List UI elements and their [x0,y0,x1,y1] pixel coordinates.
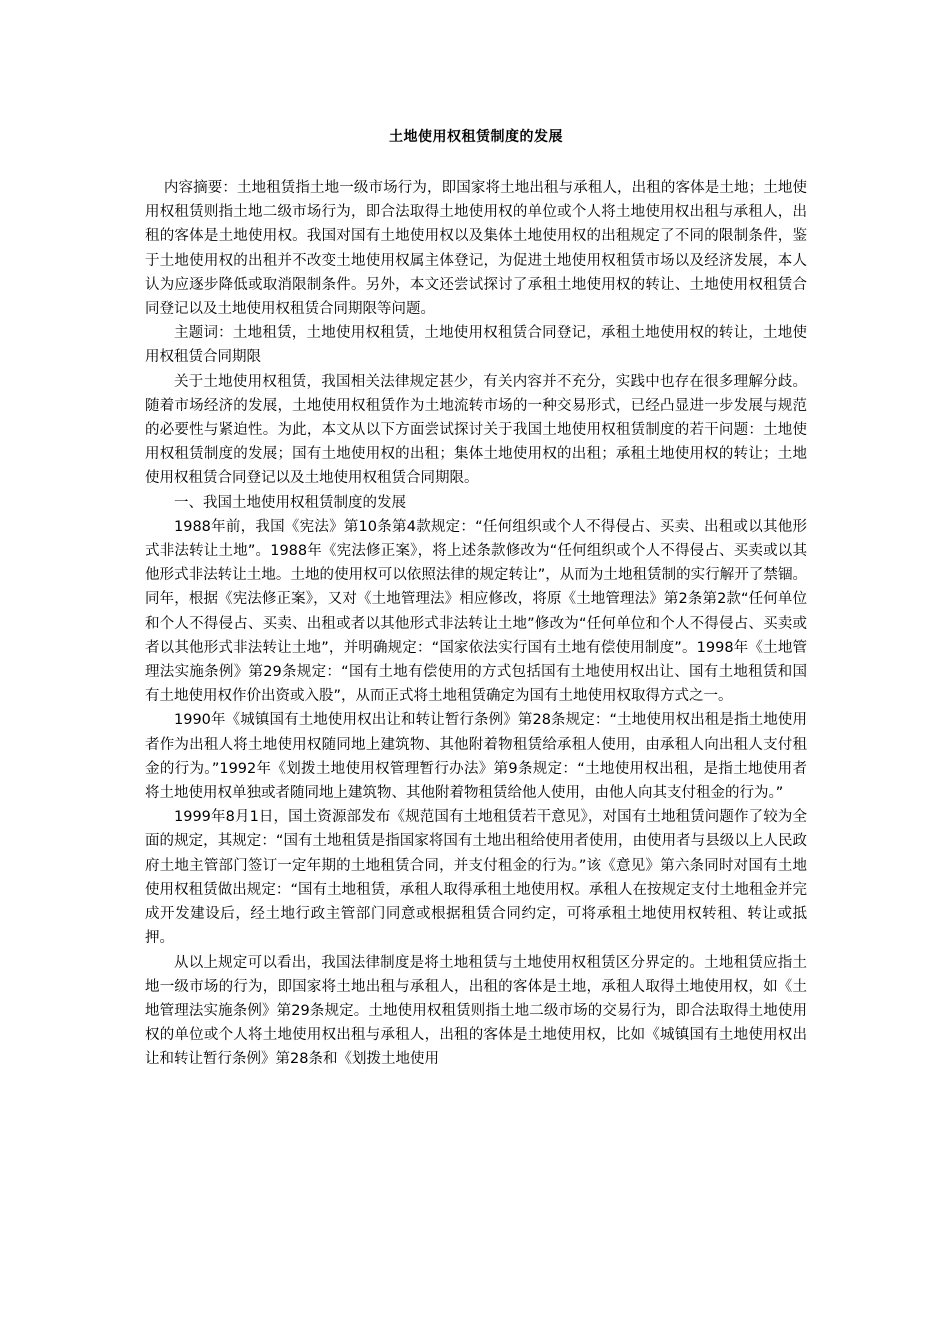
intro-paragraph: 关于土地使用权租赁，我国相关法律规定甚少，有关内容并不充分，实践中也存在很多理解分歧。随着市场经济的发展，土地使用权租赁作为土地流转市场的一种交易形式，已经凸显进一步发展与规范的必要性与紧迫性。为此，本文从以下方面尝试探讨关于我国土地使用权租赁制度的若干问题：土地使用权租赁制度的发展；国有土地使用权的出租；集体土地使用权的出租；承租土地使用权的转让；土地使用权租赁合同登记以及土地使用权租赁合同期限。 [145,373,807,487]
document-page [145,128,807,1072]
abstract-paragraph: 内容摘要：土地租赁指土地一级市场行为，即国家将土地出租与承租人，出租的客体是土地；土地使用权租赁则指土地二级市场行为，即合法取得土地使用权的单位或个人将土地使用权出租与承租人，出租的客体是土地使用权。我国对国有土地使用权以及集体土地使用权的出租规定了不同的限制条件，鉴于土地使用权的出租并不改变土地使用权属主体登记，为促进土地使用权租赁市场以及经济发展，本人认为应逐步降低或取消限制条件。另外，本文还尝试探讨了承租土地使用权的转让、土地使用权租赁合同登记以及土地使用权租赁合同期限等问题。 [145,180,807,318]
body-paragraph: 从以上规定可以看出，我国法律制度是将土地租赁与土地使用权租赁区分界定的。土地租赁应指土地一级市场的行为，即国家将土地出租与承租人，出租的客体是土地，承租人取得土地使用权，如《土地管理法实施条例》第29条规定。土地使用权租赁则指土地二级市场的交易行为，即合法取得土地使用权的单位或个人将土地使用权出租与承租人，出租的客体是土地使用权，比如《城镇国有土地使用权出让和转让暂行条例》第28条和《划拨土地使用 [145,954,807,1068]
body-paragraph: 1988年前，我国《宪法》第10条第4款规定：“任何组织或个人不得侵占、买卖、出租或以其他形式非法转让土地”。1988年《宪法修正案》，将上述条款修改为“任何组织或个人不得侵占、买卖或以其他形式非法转让土地。土地的使用权可以依照法律的规定转让”，从而为土地租赁制的实行解开了禁锢。同年，根据《宪法修正案》，又对《土地管理法》相应修改，将原《土地管理法》第2条第2款“任何单位和个人不得侵占、买卖、出租或者以其他形式非法转让土地”修改为“任何单位和个人不得侵占、买卖或者以其他形式非法转让土地”，并明确规定：“国家依法实行国有土地有偿使用制度”。1998年《土地管理法实施条例》第29条规定：“国有土地有偿使用的方式包括国有土地使用权出让、国有土地租赁和国有土地使用权作价出资或入股”，从而正式将土地租赁确定为国有土地使用权取得方式之一。 [145,518,807,705]
section-heading: 一、我国土地使用权租赁制度的发展 [174,494,406,511]
keywords-paragraph: 主题词：土地租赁，土地使用权租赁，土地使用权租赁合同登记，承租土地使用权的转让，土地使用权租赁合同期限 [145,325,807,366]
body-paragraph: 1999年8月1日，国土资源部发布《规范国有土地租赁若干意见》，对国有土地租赁问题作了较为全面的规定，其规定：“国有土地租赁是指国家将国有土地出租给使用者使用，由使用者与县级以上人民政府土地主管部门签订一定年期的土地租赁合同，并支付租金的行为。”该《意见》第六条同时对国有土地使用权租赁做出规定：“国有土地租赁，承租人取得承租土地使用权。承租人在按规定支付土地租金并完成开发建设后，经土地行政主管部门同意或根据租赁合同约定，可将承租土地使用权转租、转让或抵押。 [145,809,807,947]
body-paragraph: 1990年《城镇国有土地使用权出让和转让暂行条例》第28条规定：“土地使用权出租是指土地使用者作为出租人将土地使用权随同地上建筑物、其他附着物租赁给承租人使用，由承租人向出租人支付租金的行为。”1992年《划拨土地使用权管理暂行办法》第9条规定：“土地使用权出租，是指土地使用者将土地使用权单独或者随同地上建筑物、其他附着物租赁给他人使用，由他人向其支付租金的行为。” [145,712,807,802]
document-title: 土地使用权租赁制度的发展 [389,129,563,145]
